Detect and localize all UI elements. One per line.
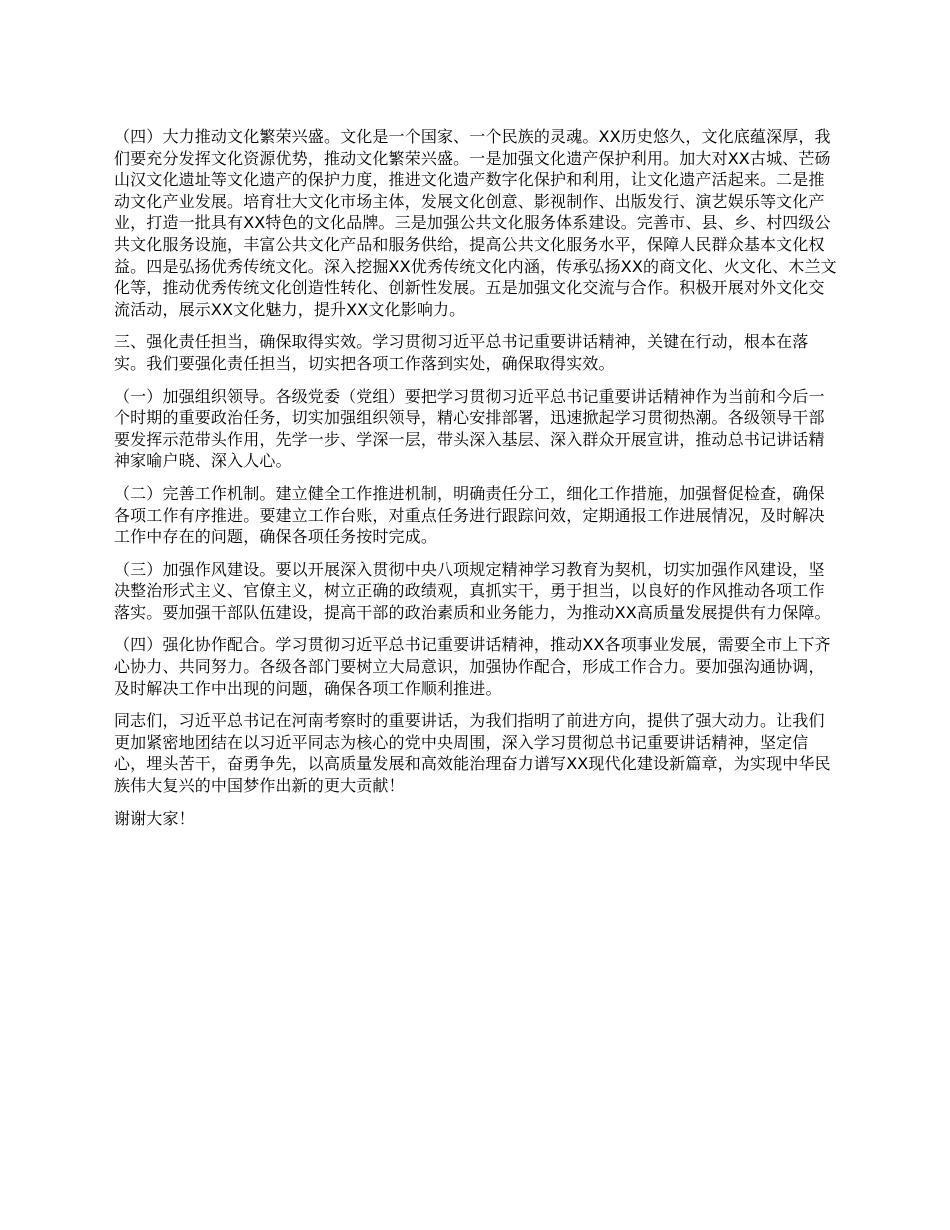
- document-page: [114, 126, 840, 840]
- paragraph-thanks: 谢谢大家！: [114, 808, 195, 828]
- paragraph-work-style: （三）加强作风建设。要以开展深入贯彻中央八项规定精神学习教育为契机，切实加强作风建设，坚决整治形式主义、官僚主义，树立正确的政绩观，真抓实干，勇于担当，以良好的作风推动各项工作落实。要加强干部队伍建设，提高干部的政治素质和业务能力，为推动XX高质量发展提供有力保障。: [114, 559, 831, 622]
- paragraph-coordination: （四）强化协作配合。学习贯彻习近平总书记重要讲话精神，推动XX各项事业发展，需要全市上下齐心协力、共同努力。各级各部门要树立大局意识，加强协作配合，形成工作合力。要加强沟通协调，及时解决工作中出现的问题，确保各项工作顺利推进。: [114, 635, 831, 698]
- paragraph-section-three-heading: 三、强化责任担当，确保取得实效。学习贯彻习近平总书记重要讲话精神，关键在行动，根本在落实。我们要强化责任担当，切实把各项工作落到实处，确保取得实效。: [114, 332, 809, 373]
- paragraph-organization-leadership: （一）加强组织领导。各级党委（党组）要把学习贯彻习近平总书记重要讲话精神作为当前和今后一个时期的重要政治任务，切实加强组织领导，精心安排部署，迅速掀起学习贯彻热潮。各级领导干部要发挥示范带头作用，先学一步、学深一层，带头深入基层、深入群众开展宣讲，推动总书记讲话精神家喻户晓、深入人心。: [114, 386, 825, 471]
- paragraph-closing-remarks: 同志们，习近平总书记在河南考察时的重要讲话，为我们指明了前进方向，提供了强大动力。让我们更加紧密地团结在以习近平同志为核心的党中央周围，深入学习贯彻总书记重要讲话精神，坚定信心，埋头苦干，奋勇争先，以高质量发展和高效能治理奋力谱写XX现代化建设新篇章，为实现中华民族伟大复兴的中国梦作出新的更大贡献！: [114, 711, 831, 796]
- paragraph-culture-prosperity: （四）大力推动文化繁荣兴盛。文化是一个国家、一个民族的灵魂。XX历史悠久，文化底蕴深厚，我们要充分发挥文化资源优势，推动文化繁荣兴盛。一是加强文化遗产保护利用。加大对XX古城、芒砀山汉文化遗址等文化遗产的保护力度，推进文化遗产数字化保护和利用，让文化遗产活起来。二是推动文化产业发展。培育壮大文化市场主体，发展文化创意、影视制作、出版发行、演艺娱乐等文化产业，打造一批具有XX特色的文化品牌。三是加强公共文化服务体系建设。完善市、县、乡、村四级公共文化服务设施，丰富公共文化产品和服务供给，提高公共文化服务水平，保障人民群众基本文化权益。四是弘扬优秀传统文化。深入挖掘XX优秀传统文化内涵，传承弘扬XX的商文化、火文化、木兰文化等，推动优秀传统文化创造性转化、创新性发展。五是加强文化交流与合作。积极开展对外文化交流活动，展示XX文化魅力，提升XX文化影响力。: [114, 127, 837, 319]
- paragraph-work-mechanism: （二）完善工作机制。建立健全工作推进机制，明确责任分工，细化工作措施，加强督促检查，确保各项工作有序推进。要建立工作台账，对重点任务进行跟踪问效，定期通报工作进展情况，及时解决工作中存在的问题，确保各项任务按时完成。: [114, 483, 825, 547]
